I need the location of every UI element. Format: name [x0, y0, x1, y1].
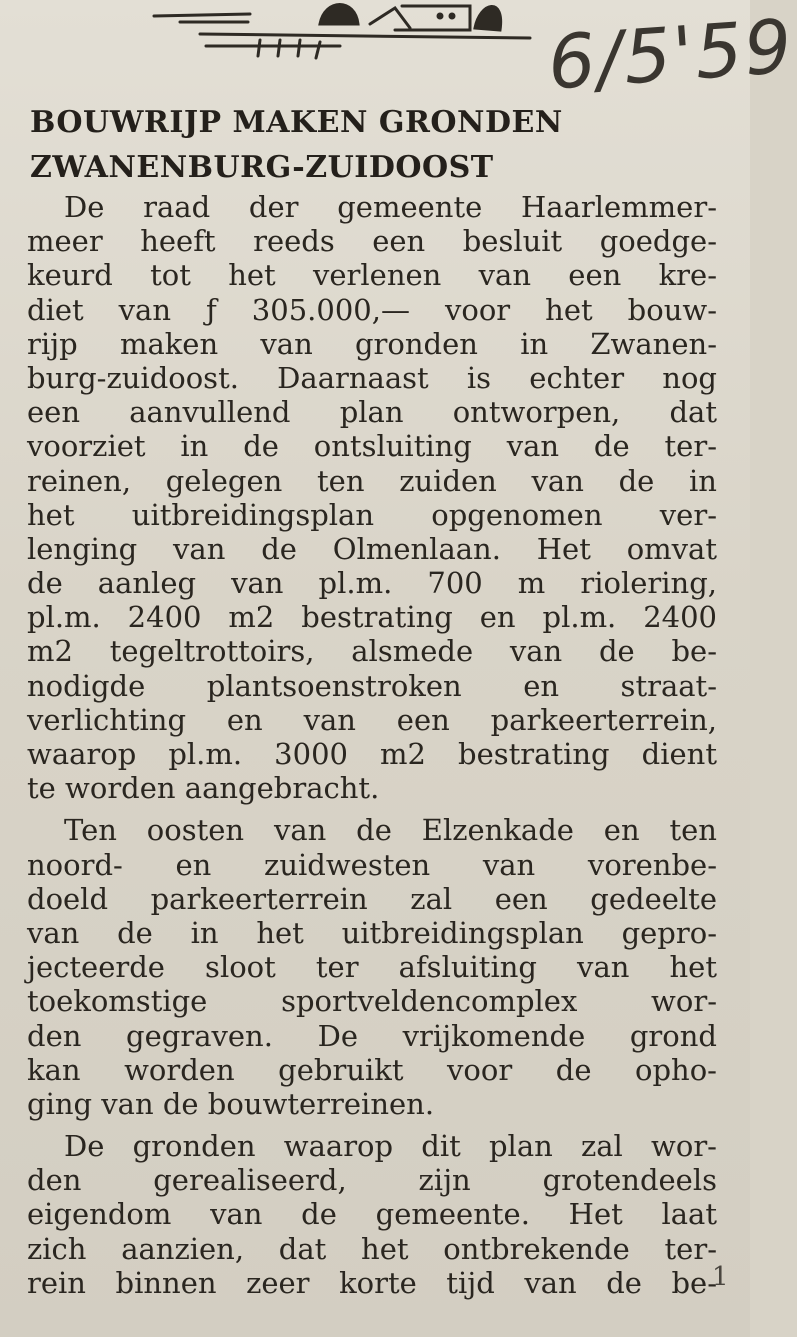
text-line: m2 tegeltrottoirs, alsmede van de be- [27, 634, 717, 669]
text-line: den gerealiseerd, zijn grotendeels [27, 1163, 717, 1198]
text-line: reinen, gelegen ten zuiden van de in [27, 463, 717, 498]
text-line: rein binnen zeer korte tijd van de be- [27, 1265, 717, 1300]
article-body [27, 190, 717, 1300]
text-line: een aanvullend plan ontworpen, dat [27, 395, 717, 430]
text-line: voorziet in de ontsluiting van de ter- [27, 429, 717, 464]
text-line: De gronden waarop dit plan zal wor- [64, 1129, 717, 1164]
text-line: burg-zuidoost. Daarnaast is echter nog [27, 360, 717, 395]
text-line: doeld parkeerterrein zal een gedeelte [27, 881, 717, 916]
text-line: meer heeft reeds een besluit goedge- [27, 224, 717, 259]
text-line: toekomstige sportveldencomplex wor- [27, 984, 717, 1019]
text-line: de aanleg van pl.m. 700 m riolering, [27, 566, 717, 601]
masthead-illustration [140, 0, 540, 66]
text-line: ging van de bouwterreinen. [27, 1086, 435, 1121]
text-line: jecteerde sloot ter afsluiting van het [27, 950, 717, 985]
headline-line: ZWANENBURG-ZUIDOOST [30, 150, 494, 185]
text-line: eigendom van de gemeente. Het laat [27, 1197, 717, 1232]
text-line: den gegraven. De vrijkomende grond [27, 1018, 717, 1053]
text-line: van de in het uitbreidingsplan gepro- [27, 915, 717, 950]
text-line: pl.m. 2400 m2 bestrating en pl.m. 2400 [27, 600, 717, 635]
text-line: kan worden gebruikt voor de opho- [27, 1052, 717, 1087]
text-line: keurd tot het verlenen van een kre- [27, 258, 717, 293]
text-line: lenging van de Olmenlaan. Het omvat [27, 531, 717, 566]
text-line: verlichting en van een parkeerterrein, [27, 702, 717, 737]
article-headline [30, 100, 720, 190]
text-line: te worden aangebracht. [27, 771, 380, 806]
text-line: noord- en zuidwesten van vorenbe- [27, 847, 717, 882]
text-line: waarop pl.m. 3000 m2 bestrating dient [27, 737, 717, 771]
handwritten-date: 6/5'59 [545, 3, 797, 107]
text-line: Ten oosten van de Elzenkade en ten [64, 813, 717, 848]
text-line: De raad der gemeente Haarlemmer- [64, 190, 717, 224]
headline-line: BOUWRIJP MAKEN GRONDEN [30, 105, 563, 140]
text-line: zich aanzien, dat het ontbrekende ter- [27, 1231, 717, 1266]
text-line: diet van ƒ 305.000,— voor het bouw- [27, 292, 717, 327]
text-line: nodigde plantsoenstroken en straat- [27, 668, 717, 703]
text-line: rijp maken van gronden in Zwanen- [27, 326, 717, 361]
margin-mark: 1 [712, 1262, 729, 1292]
text-line: het uitbreidingsplan opgenomen ver- [27, 497, 717, 532]
